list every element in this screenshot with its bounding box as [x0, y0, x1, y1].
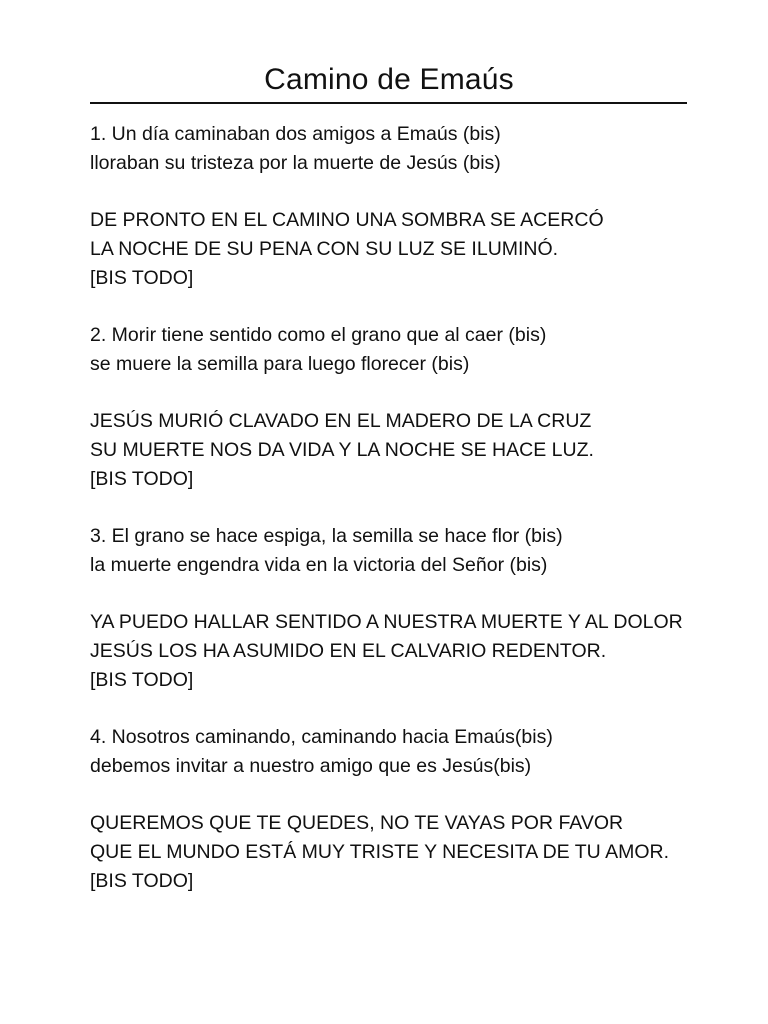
- lyric-line: debemos invitar a nuestro amigo que es Jesús(bis): [90, 755, 532, 777]
- lyric-line: [BIS TODO]: [90, 267, 194, 289]
- verse-2: [90, 321, 688, 379]
- lyric-line: DE PRONTO EN EL CAMINO UNA SOMBRA SE ACERCÓ: [90, 209, 604, 231]
- lyric-line: QUE EL MUNDO ESTÁ MUY TRISTE Y NECESITA DE TU AMOR.: [90, 841, 669, 863]
- lyric-line: [BIS TODO]: [90, 468, 194, 490]
- lyric-line: QUEREMOS QUE TE QUEDES, NO TE VAYAS POR FAVOR: [90, 812, 624, 834]
- title-underline: [90, 102, 687, 104]
- chorus-3: [90, 608, 688, 695]
- lyric-line: JESÚS MURIÓ CLAVADO EN EL MADERO DE LA CRUZ: [90, 410, 592, 432]
- lyric-line: LA NOCHE DE SU PENA CON SU LUZ SE ILUMINÓ.: [90, 238, 559, 260]
- song-lyrics: [90, 120, 688, 896]
- verse-3: [90, 522, 688, 580]
- page-title: Camino de Emaús: [264, 63, 514, 96]
- chorus-4: [90, 809, 688, 896]
- lyric-line: lloraban su tristeza por la muerte de Jesús (bis): [90, 152, 501, 174]
- lyric-line: SU MUERTE NOS DA VIDA Y LA NOCHE SE HACE LUZ.: [90, 439, 594, 461]
- chorus-2: [90, 407, 688, 494]
- lyric-line: [BIS TODO]: [90, 870, 194, 892]
- lyric-line: 1. Un día caminaban dos amigos a Emaús (bis): [90, 123, 501, 145]
- lyric-line: YA PUEDO HALLAR SENTIDO A NUESTRA MUERTE Y AL DOLOR: [90, 611, 683, 633]
- lyric-line: [BIS TODO]: [90, 669, 194, 691]
- verse-1: [90, 120, 688, 178]
- verse-4: [90, 723, 688, 781]
- lyric-line: JESÚS LOS HA ASUMIDO EN EL CALVARIO REDENTOR.: [90, 640, 607, 662]
- lyric-line: 4. Nosotros caminando, caminando hacia Emaús(bis): [90, 726, 553, 748]
- lyric-line: 3. El grano se hace espiga, la semilla se hace flor (bis): [90, 525, 563, 547]
- chorus-1: [90, 206, 688, 293]
- lyric-line: la muerte engendra vida en la victoria del Señor (bis): [90, 554, 548, 576]
- lyric-line: se muere la semilla para luego florecer (bis): [90, 353, 470, 375]
- lyric-line: 2. Morir tiene sentido como el grano que al caer (bis): [90, 324, 547, 346]
